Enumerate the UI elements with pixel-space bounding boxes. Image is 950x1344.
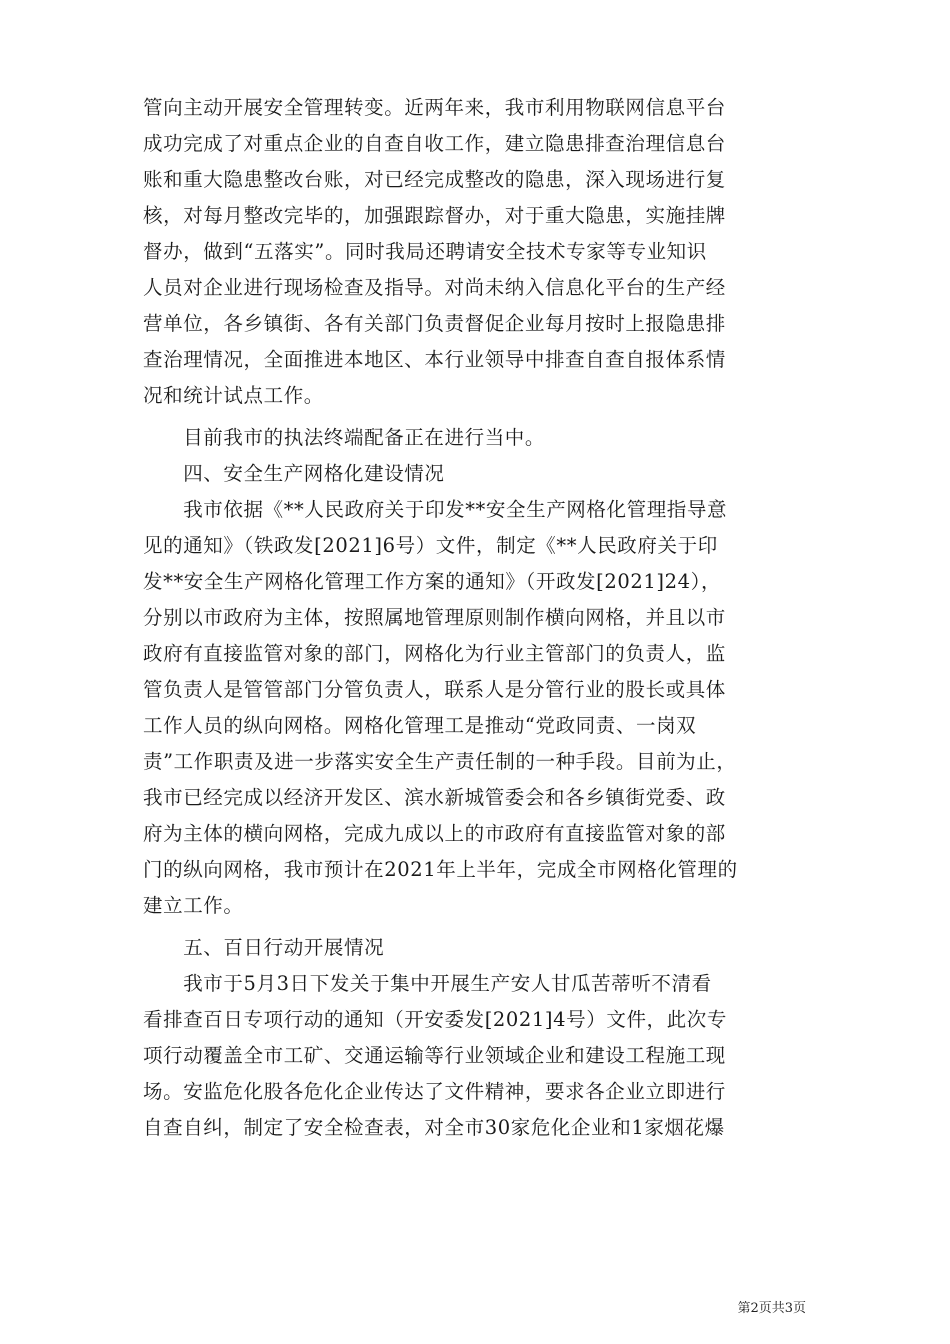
text-line: 工作人员的纵向网格。网格化管理工是推动“党政同责、一岗双 bbox=[143, 714, 697, 737]
text-line: 府为主体的横向网格，完成九成以上的市政府有直接监管对象的部 bbox=[143, 822, 726, 845]
text-line: 查治理情况，全面推进本地区、本行业领导中排查自查自报体系情 bbox=[143, 348, 726, 371]
text-line: 账和重大隐患整改台账，对已经完成整改的隐患，深入现场进行复 bbox=[143, 168, 726, 191]
text-line: 管向主动开展安全管理转变。近两年来，我市利用物联网信息平台 bbox=[143, 96, 726, 119]
text-line: 分别以市政府为主体，按照属地管理原则制作横向网格，并且以市 bbox=[143, 606, 726, 629]
text-line: 政府有直接监管对象的部门，网格化为行业主管部门的负责人，监 bbox=[143, 642, 726, 665]
text-line: 我市于5月3日下发关于集中开展生产安人甘瓜苦蒂听不清看 bbox=[143, 972, 712, 995]
text-line: 我市已经完成以经济开发区、滨水新城管委会和各乡镇街党委、政 bbox=[143, 786, 726, 809]
text-line: 建立工作。 bbox=[143, 894, 244, 917]
text-line: 营单位，各乡镇街、各有关部门负责督促企业每月按时上报隐患排 bbox=[143, 312, 726, 335]
text-line: 我市依据《**人民政府关于印发**安全生产网格化管理指导意 bbox=[143, 498, 728, 521]
text-line: 发**安全生产网格化管理工作方案的通知》（开政发[2021]24）， bbox=[143, 570, 722, 593]
page-number: 第2页共3页 bbox=[737, 1301, 806, 1316]
text-line: 责”工作职责及进一步落实安全生产责任制的一种手段。目前为止， bbox=[143, 750, 737, 773]
paragraph-line: 目前我市的执法终端配备正在进行当中。 bbox=[143, 426, 546, 449]
text-line: 项行动覆盖全市工矿、交通运输等行业领域企业和建设工程施工现 bbox=[143, 1044, 726, 1067]
text-line: 核，对每月整改完毕的，加强跟踪督办，对于重大隐患，实施挂牌 bbox=[143, 204, 726, 227]
text-line: 成功完成了对重点企业的自查自收工作，建立隐患排查治理信息台 bbox=[143, 132, 726, 155]
document-body bbox=[143, 90, 810, 1146]
text-line: 场。安监危化股各危化企业传达了文件精神，要求各企业立即进行 bbox=[143, 1080, 726, 1103]
text-line: 管负责人是管管部门分管负责人，联系人是分管行业的股长或具体 bbox=[143, 678, 726, 701]
text-line: 看排查百日专项行动的通知（开安委发[2021]4号）文件，此次专 bbox=[143, 1008, 727, 1031]
text-line: 况和统计试点工作。 bbox=[143, 384, 324, 407]
text-line: 人员对企业进行现场检查及指导。对尚未纳入信息化平台的生产经 bbox=[143, 276, 726, 299]
text-line: 督办，做到“五落实”。同时我局还聘请安全技术专家等专业知识 bbox=[143, 240, 707, 263]
section-heading: 四、安全生产网格化建设情况 bbox=[143, 462, 445, 485]
text-line: 门的纵向网格，我市预计在2021年上半年，完成全市网格化管理的 bbox=[143, 858, 738, 881]
section-heading: 五、百日行动开展情况 bbox=[143, 936, 385, 959]
text-line: 见的通知》（铁政发[2021]6号）文件，制定《**人民政府关于印 bbox=[143, 534, 718, 557]
text-line: 自查自纠，制定了安全检查表，对全市30家危化企业和1家烟花爆 bbox=[143, 1116, 725, 1139]
